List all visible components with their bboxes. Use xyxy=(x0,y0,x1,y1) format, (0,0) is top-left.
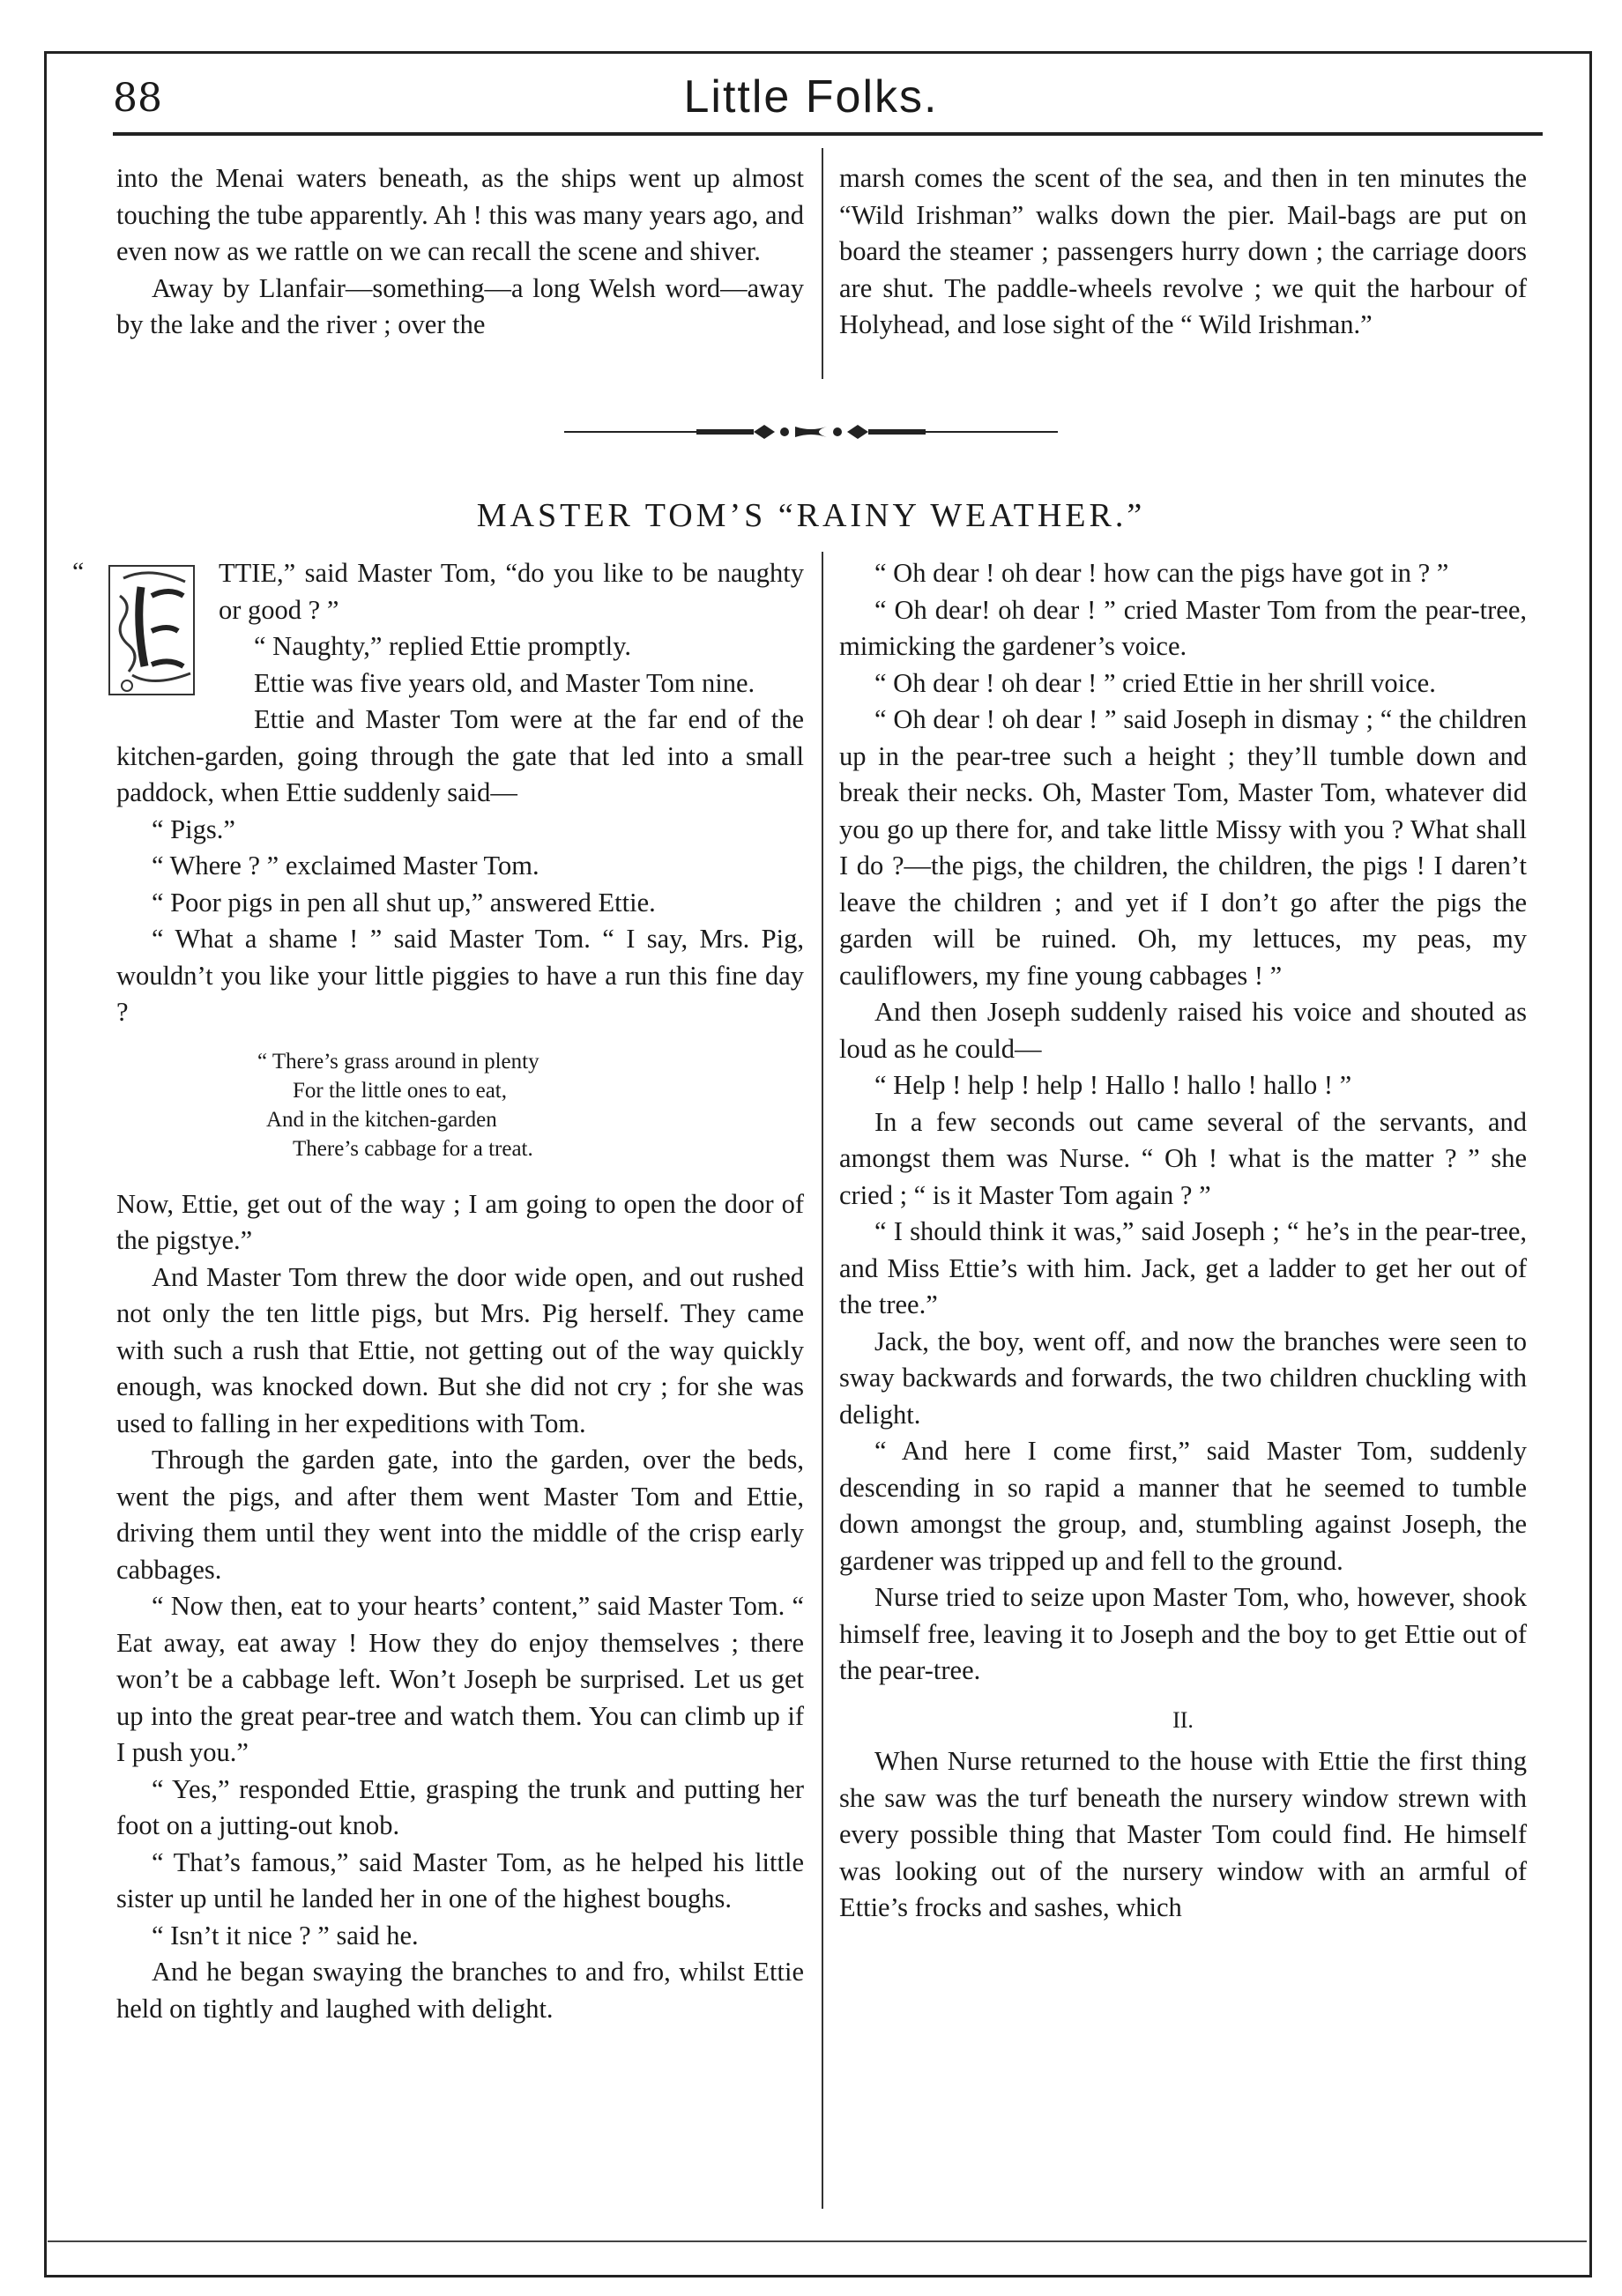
verse-line: There’s cabbage for a treat. xyxy=(293,1136,533,1161)
ornamental-divider xyxy=(0,414,1622,450)
story-title: MASTER TOM’S “RAINY WEATHER.” xyxy=(476,497,1146,534)
paragraph: “ I should think it was,” said Joseph ; “ he’s in the pear-tree, and Miss Ettie’s with him. Jack, get a ladder to get her out of the tree.” xyxy=(839,1216,1527,1319)
paragraph: “ That’s famous,” said Master Tom, as he helped his little sister up until he landed her in one of the highest boughs. xyxy=(116,1846,804,1913)
running-title: Little Folks. xyxy=(683,71,939,123)
bottom-rule xyxy=(48,2240,1587,2242)
previous-article-right-column xyxy=(839,160,1527,344)
dropcap-ornament-icon xyxy=(97,561,201,702)
verse-line: “ There’s grass around in plenty xyxy=(257,1049,539,1074)
previous-article-left-column xyxy=(116,160,804,344)
paragraph: And Master Tom threw the door wide open, and out rushed not only the ten little pigs, but Mrs. Pig herself. They came with such a rush that Ettie, not getting out of the way quickly enough, was knocked down. But she did not cry ; for she was used to falling in her expeditions with Tom. xyxy=(116,1261,804,1438)
paragraph: Away by Llanfair—something—a long Welsh word—away by the lake and the river ; over the xyxy=(116,272,804,339)
paragraph: Nurse tried to seize upon Master Tom, who, however, shook himself free, leaving it to Joseph and the boy to get Ettie out of the pear-tree. xyxy=(839,1582,1527,1685)
dropcap-letter xyxy=(139,610,140,647)
page-number: 88 xyxy=(113,76,162,121)
verse-line: And in the kitchen-garden xyxy=(266,1107,497,1132)
paragraph: Ettie and Master Tom were at the far end of the kitchen-garden, going through the gate that led into a small paddock, when Ettie suddenly said— xyxy=(116,704,804,807)
paragraph: “ Now then, eat to your hearts’ content,” said Master Tom. “ Eat away, eat away ! How they do enjoy themselves ; there won’t be a cabbage left. Won’t Joseph be surprised. Let us get up into the great pear-tree and watch them. You can climb up if I push you.” xyxy=(116,1591,804,1767)
paragraph: into the Menai waters beneath, as the ships went up almost touching the tube apparently. Ah ! this was many years ago, and even now as we rattle on we can recall the scene and shiver. xyxy=(116,163,804,266)
paragraph: marsh comes the scent of the sea, and then in ten minutes the “Wild Irishman” walks down the pier. Mail-bags are put on board the steamer ; passengers hurry down ; the carriage doors are shut. The paddle-wheels revolve ; we quit the harbour of Holyhead, and lose sight of the “ Wild Irishman.” xyxy=(839,163,1527,339)
paragraph: “ Oh dear! oh dear ! ” cried Master Tom from the pear-tree, mimicking the gardener’s voice. xyxy=(839,594,1527,661)
paragraph: “ Help ! help ! help ! Hallo ! hallo ! hallo ! ” xyxy=(874,1070,1352,1100)
paragraph: “ Where ? ” exclaimed Master Tom. xyxy=(152,851,539,881)
dropcap xyxy=(72,557,206,709)
paragraph: And then Joseph suddenly raised his voice and shouted as loud as he could— xyxy=(839,997,1527,1064)
column-divider xyxy=(822,148,823,379)
verse-line: For the little ones to eat, xyxy=(293,1078,508,1103)
paragraph: And he began swaying the branches to and fro, whilst Ettie held on tightly and laughed with delight. xyxy=(116,1957,804,2024)
paragraph: “ Yes,” responded Ettie, grasping the trunk and putting her foot on a jutting-out knob. xyxy=(116,1773,804,1840)
paragraph: “ Oh dear ! oh dear ! ” said Joseph in dismay ; “ the children up in the pear-tree such a height ; they’ll tumble down and break their necks. Oh, Master Tom, Master Tom, whatever did you go up there for, and take little Missy with you ? What shall I do ?—the pigs, the children, the children, the pigs ! I daren’t leave the children ; and yet if I don’t go after the pigs the garden will be ruined. Oh, my lettuces, my peas, my cauliflowers, my fine young cabbages ! ” xyxy=(839,704,1527,991)
paragraph: “ Oh dear ! oh dear ! ” cried Ettie in her shrill voice. xyxy=(874,667,1436,698)
paragraph: “ Pigs.” xyxy=(152,814,235,844)
verse xyxy=(116,1047,804,1163)
paragraph: Jack, the boy, went off, and now the branches were seen to sway backwards and forwards, the two children chuckling with delight. xyxy=(839,1326,1527,1430)
story-left-column xyxy=(72,555,804,2027)
section-heading: II. xyxy=(1172,1706,1194,1733)
opening-quote: “ xyxy=(72,557,85,586)
paragraph: “ Oh dear ! oh dear ! how can the pigs have got in ? ” xyxy=(874,558,1449,588)
paragraph: “ Poor pigs in pen all shut up,” answered Ettie. xyxy=(152,887,656,918)
paragraph: Through the garden gate, into the garden, over the beds, went the pigs, and after them went Master Tom and Ettie, driving them until they went into the middle of the crisp early cabbages. xyxy=(116,1445,804,1585)
paragraph: In a few seconds out came several of the servants, and amongst them was Nurse. “ Oh ! what is the matter ? ” she cried ; “ is it Master Tom again ? ” xyxy=(839,1106,1527,1210)
paragraph: “ Isn’t it nice ? ” said he. xyxy=(152,1920,419,1950)
ornament-icon xyxy=(564,414,1058,450)
paragraph: TTIE,” said Master Tom, “do you like to be naughty or good ? ” xyxy=(219,558,804,625)
paragraph: Now, Ettie, get out of the way ; I am going to open the door of the pigstye.” xyxy=(116,1188,804,1255)
paragraph: Ettie was five years old, and Master Tom nine. xyxy=(254,667,755,698)
paragraph: “ Naughty,” replied Ettie promptly. xyxy=(254,631,631,661)
story-right-column xyxy=(839,555,1527,1927)
column-divider xyxy=(822,552,823,2209)
paragraph: “ What a shame ! ” said Master Tom. “ I say, Mrs. Pig, wouldn’t you like your little piggies to have a run this fine day ? xyxy=(116,924,804,1027)
paragraph: “ And here I come first,” said Master Tom, suddenly descending in so rapid a manner that he seemed to tumble down amongst the group, and, stumbling against Joseph, the gardener was tripped up and fell to the ground. xyxy=(839,1436,1527,1576)
header-rule xyxy=(113,132,1543,136)
paragraph: When Nurse returned to the house with Ettie the first thing she saw was the turf beneath the nursery window strewn with every possible thing that Master Tom could find. He himself was looking out of the nursery window with an armful of Ettie’s frocks and sashes, which xyxy=(839,1746,1527,1922)
